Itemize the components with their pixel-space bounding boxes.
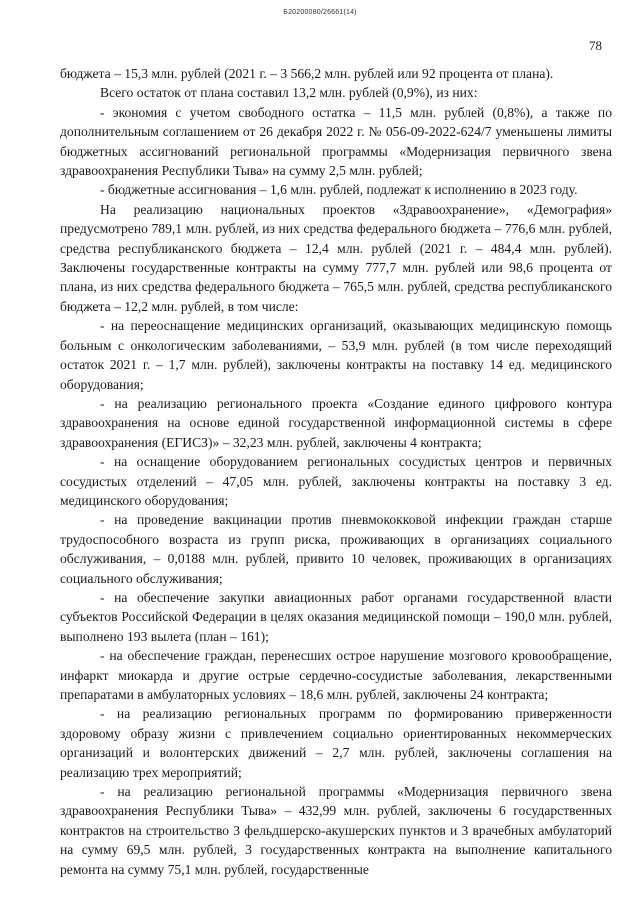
document-id: Б20200080/26661(14) — [283, 9, 357, 16]
list-item: - на реализацию региональной программы «Модернизация первичного звена здравоохранения Республики Тыва» – 432,99 млн. рублей, заключены 6 государственных контрактов на строительство 3 фельдшерско-акушерских пунктов и 3 врачебных амбулаторий на сумму 69,5 млн. рублей, 3 государственных контракта на выполнение капитального ремонта на сумму 75,1 млн. рублей, государственные — [60, 784, 612, 877]
page-number: 78 — [589, 38, 602, 53]
paragraph: бюджета – 15,3 млн. рублей (2021 г. – 3 566,2 млн. рублей или 92 процента от плана). — [60, 66, 554, 81]
list-item: - на переоснащение медицинских организаций, оказывающих медицинскую помощь больным с онкологическим заболеваниями, – 53,9 млн. рублей (в том числе переходящий остаток 2021 г. – 1,7 млн. рублей), заключены контракты на поставку 14 ед. медицинского оборудования; — [60, 318, 612, 392]
list-item: - экономия с учетом свободного остатка – 11,5 млн. рублей (0,8%), а также по дополнительным соглашением от 26 декабря 2022 г. № 056-09-2022-624/7 уменьшены лимиты бюджетных ассигнований региональной программы «Модернизация первичного звена здравоохранения Республики Тыва» на сумму 2,5 млн. рублей; — [60, 104, 612, 179]
list-item: - на обеспечение граждан, перенесших острое нарушение мозгового кровообращение, инфаркт миокарда и другие острые сердечно-сосудистые заболевания, лекарственными препаратами в амбулаторных условиях – 18,6 млн. рублей, заключены 24 контракта; — [60, 648, 612, 702]
list-item: - бюджетные ассигнования – 1,6 млн. рублей, подлежат к исполнению в 2023 году. — [100, 182, 578, 198]
document-body — [60, 64, 612, 879]
list-item: - на реализацию региональных программ по формированию приверженности здоровому образу жизни с привлечением социально ориентированных некоммерческих организаций и волонтерских движений – 2,7 млн. рублей, заключены соглашения на реализацию трех мероприятий; — [60, 706, 612, 780]
list-item: - на оснащение оборудованием региональных сосудистых центров и первичных сосудистых отделений – 47,05 млн. рублей, заключены контракты на поставку 3 ед. медицинского оборудования; — [60, 454, 612, 508]
paragraph: На реализацию национальных проектов «Здравоохранение», «Демография» предусмотрено 789,1 млн. рублей, из них средства федерального бюджета – 776,6 млн. рублей, средства республиканского бюджета – 12,4 млн. рублей (2021 г. – 484,4 млн. рублей). Заключены государственные контракты на сумму 777,7 млн. рублей или 98,6 процента от плана, из них средства федерального бюджета – 765,5 млн. рублей, средства республиканского бюджета – 12,2 млн. рублей, в том числе: — [60, 201, 612, 314]
list-item: - на реализацию регионального проекта «Создание единого цифрового контура здравоохранения на основе единой государственной информационной системы в сфере здравоохранения (ЕГИСЗ)» – 32,23 млн. рублей, заключены 4 контракта; — [60, 395, 612, 450]
list-item: - на обеспечение закупки авиационных работ органами государственной власти субъектов Российской Федерации в целях оказания медицинской помощи – 190,0 млн. рублей, выполнено 193 вылета (план – 161); — [60, 589, 612, 644]
paragraph: Всего остаток от плана составил 13,2 млн. рублей (0,9%), из них: — [100, 85, 478, 101]
list-item: - на проведение вакцинации против пневмококковой инфекции граждан старше трудоспособного возраста из групп риска, проживающих в организациях социального обслуживания, – 0,0188 млн. рублей, привито 10 человек, проживающих в организациях социального обслуживания; — [60, 512, 612, 586]
